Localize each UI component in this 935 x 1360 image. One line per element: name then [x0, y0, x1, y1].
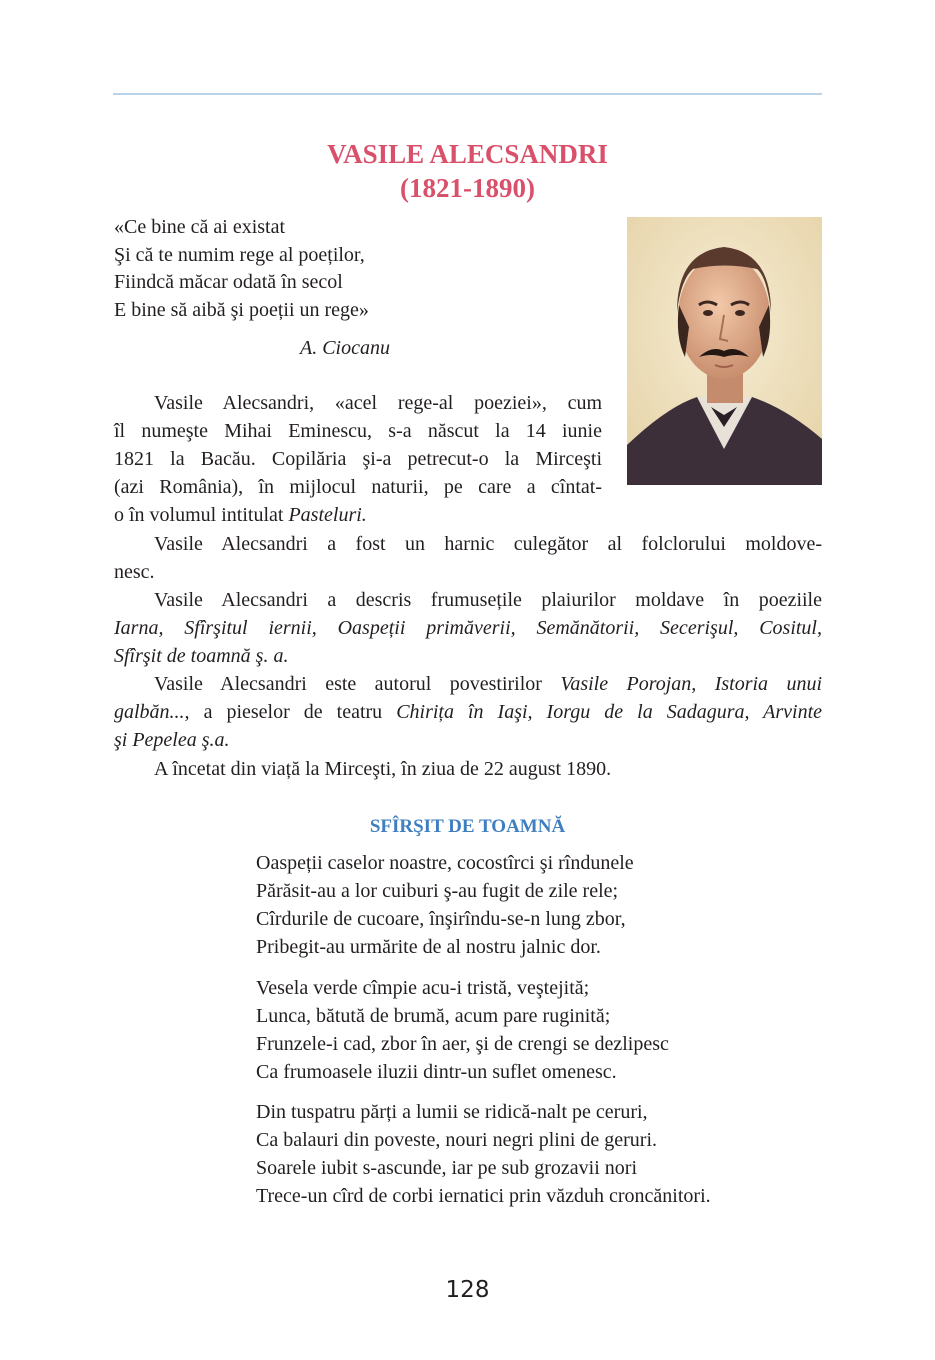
bio-line: îl numeşte Mihai Eminescu, s-a născut la 14 iunie [114, 420, 602, 442]
author-portrait [627, 217, 822, 485]
poem-title: SFÎRŞIT DE TOAMNĂ [369, 816, 566, 837]
bio-works-line: şi Pepelea ş.a. [114, 729, 230, 751]
bio-book-title: Pasteluri. [288, 504, 367, 526]
poem-verse: Pribegit-au urmărite de al nostru jalnic dor. [256, 936, 601, 958]
poem-verse: Cîrdurile de cucoare, înşirîndu-se-n lung zbor, [256, 908, 626, 930]
bio-line: (azi România), în mijlocul naturii, pe care a cîntat- [114, 476, 602, 498]
bio-text: o în volumul intitulat [114, 504, 289, 526]
bio-text: Vasile Alecsandri este autorul povestirilor [154, 673, 561, 695]
poem-verse: Vesela verde cîmpie acu-i tristă, veştejită; [256, 977, 590, 999]
bio-line [154, 673, 822, 696]
epigraph [114, 214, 369, 324]
poem-verse: Soarele iubit s-ascunde, iar pe sub grozavii nori [256, 1157, 637, 1179]
bio-line: Vasile Alecsandri a fost un harnic culegător al folclorului moldove- [154, 533, 822, 555]
poem-verse: Ca balauri din poveste, nouri negri plini de geruri. [256, 1129, 658, 1151]
epigraph-line: Şi că te numim rege al poeților, [114, 243, 365, 266]
epigraph-line: Fiindcă măcar odată în secol [114, 271, 343, 293]
epigraph-author: A. Ciocanu [300, 337, 390, 359]
poem-verse: Frunzele-i cad, zbor în aer, şi de crengi se dezlipesc [256, 1033, 669, 1055]
author-years-heading: (1821-1890) [400, 173, 535, 203]
bio-line: 1821 la Bacău. Copilăria şi-a petrecut-o la Mirceşti [114, 448, 602, 470]
bio-line: Vasile Alecsandri a descris frumusețile plaiurilor moldave în poeziile [154, 589, 822, 611]
poem-verse: Ca frumoasele iluzii dintr-un suflet omenesc. [256, 1061, 617, 1083]
epigraph-line: E bine să aibă şi poeții un rege» [114, 298, 369, 321]
bio-line: A încetat din viață la Mirceşti, în ziua de 22 august 1890. [154, 758, 612, 780]
page-number: 128 [445, 1277, 490, 1303]
poem-verse: Părăsit-au a lor cuiburi ş-au fugit de zile rele; [256, 880, 619, 902]
poem-verse: Lunca, bătută de brumă, acum pare ruginită; [256, 1005, 611, 1027]
bio-works: Vasile Porojan, Istoria unui [560, 673, 822, 695]
bio-works: galbăn..., [114, 701, 190, 723]
bio-works-line: Iarna, Sfîrşitul iernii, Oaspeții primăverii, Semănătorii, Secerişul, Cositul, [114, 617, 822, 639]
bio-line: Vasile Alecsandri, «acel rege-al poeziei», cum [154, 392, 602, 414]
poem-verse: Din tuspatru părți a lumii se ridică-nalt pe ceruri, [256, 1101, 648, 1123]
bio-line [114, 504, 367, 527]
poem-verse: Oaspeții caselor noastre, cocostîrci şi rîndunele [256, 852, 634, 874]
bio-line: nesc. [114, 561, 155, 583]
top-divider [113, 93, 822, 95]
bio-works: Chirița în Iaşi, Iorgu de la Sadagura, Arvinte [396, 701, 822, 723]
bio-text: a pieselor de teatru [189, 701, 397, 723]
bio-works-line: Sfîrşit de toamnă ş. a. [114, 645, 289, 667]
epigraph-line: «Ce bine că ai existat [114, 216, 286, 238]
author-name-heading: VASILE ALECSANDRI [327, 139, 608, 169]
bio-line [114, 701, 822, 724]
poem-verse: Trece-un cîrd de corbi iernatici prin văzduh croncănitori. [256, 1185, 711, 1207]
